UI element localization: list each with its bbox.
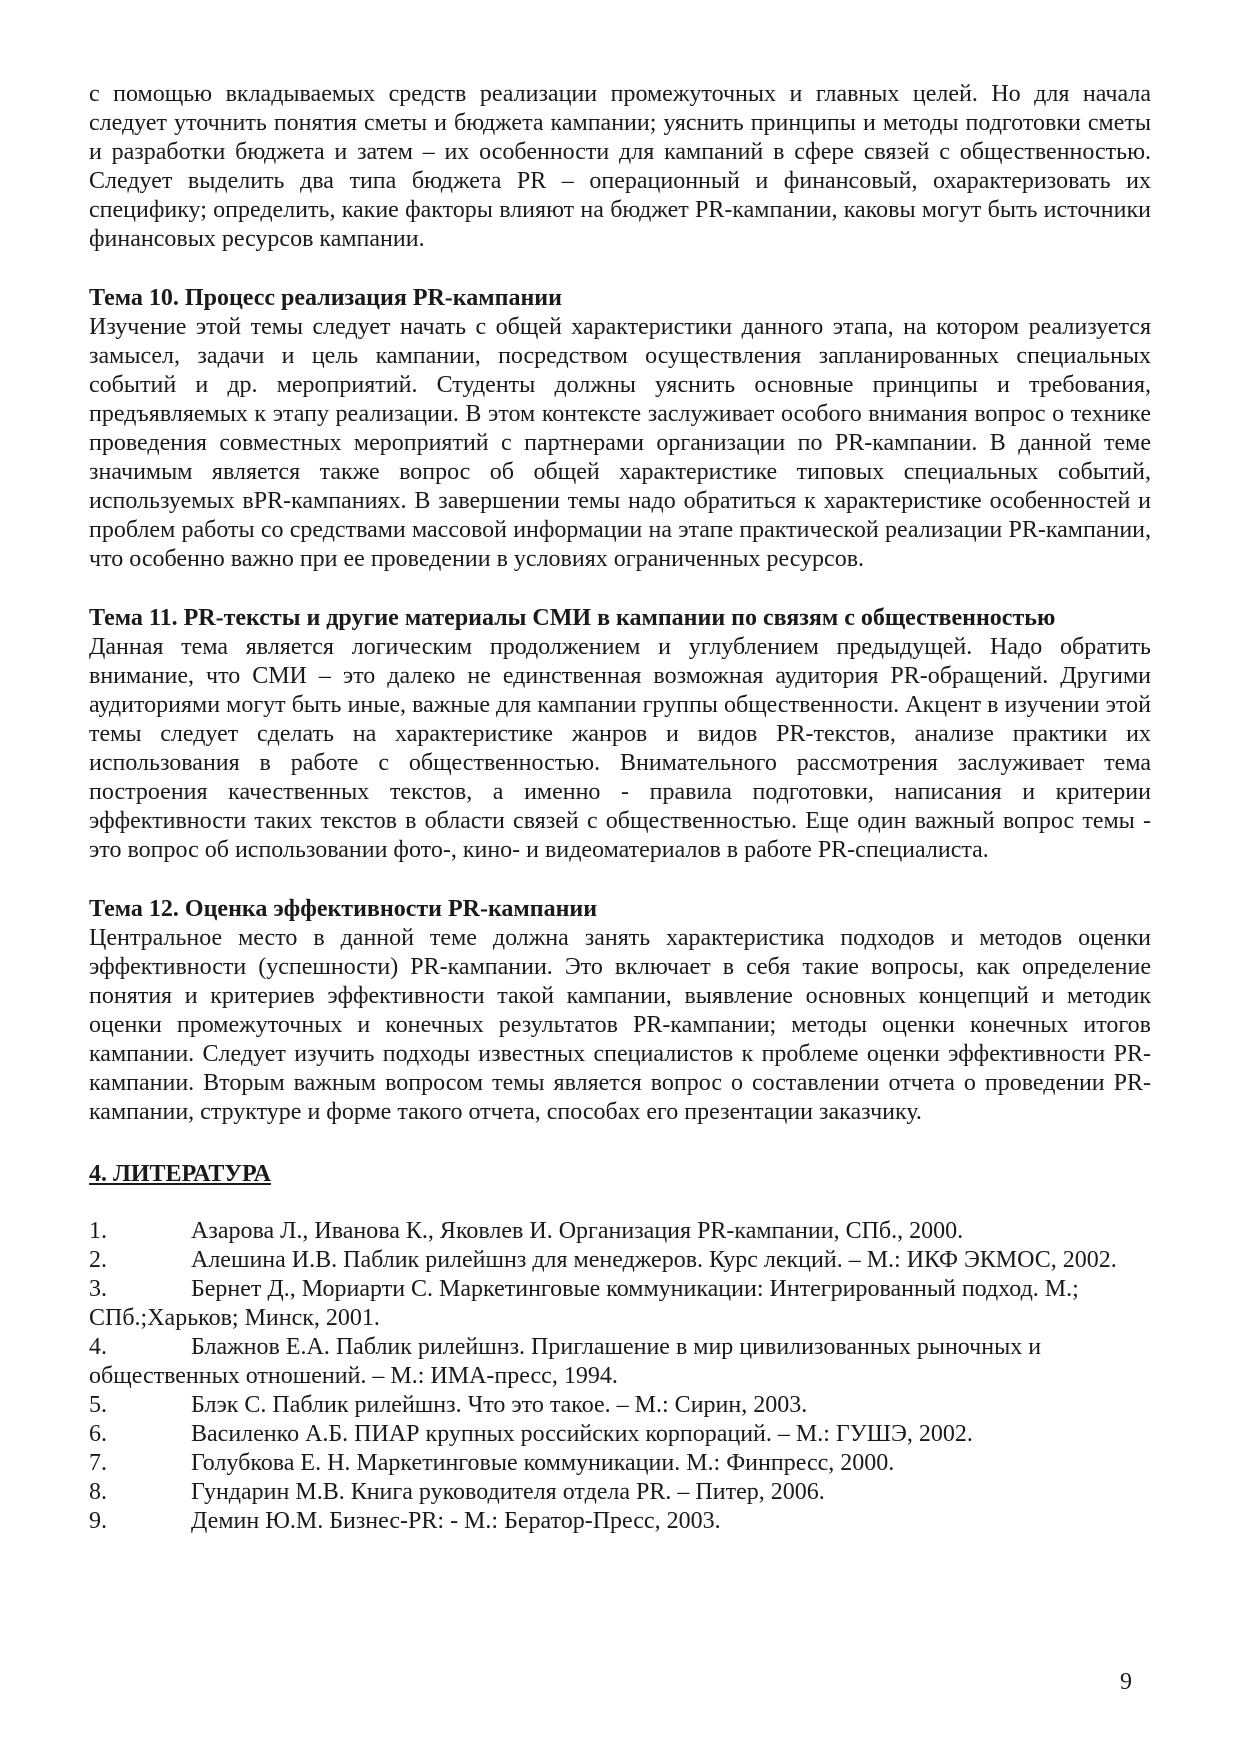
literature-item-text: Василенко А.Б. ПИАР крупных российских корпораций. – М.: ГУШЭ, 2002. [191, 1421, 973, 1447]
literature-list [89, 1217, 1151, 1536]
document-page [89, 80, 1151, 1536]
intro-paragraph: с помощью вкладываемых средств реализации промежуточных и главных целей. Но для начала следует уточнить понятия сметы и бюджета кампании; уяснить принципы и методы подготовки сметы и разработки бюджета и затем – их особенности для кампаний в сфере связей с общественностью. Следует выделить два типа бюджета PR – операционный и финансовый, охарактеризовать их специфику; определить, какие факторы влияют на бюджет PR-кампании, каковы могут быть источники финансовых ресурсов кампании. [89, 81, 1151, 252]
literature-item-text: Голубкова Е. Н. Маркетинговые коммуникации. М.: Финпресс, 2000. [191, 1450, 895, 1476]
literature-item [89, 1391, 1151, 1420]
literature-item-text: Гундарин М.В. Книга руководителя отдела PR. – Питер, 2006. [191, 1479, 825, 1505]
page-number: 9 [1120, 1669, 1132, 1695]
literature-item [89, 1449, 1151, 1478]
literature-item [89, 1478, 1151, 1507]
literature-item-number: 4. [89, 1334, 107, 1360]
literature-item-number: 1. [89, 1218, 107, 1244]
literature-item-number: 9. [89, 1508, 107, 1534]
literature-item [89, 1217, 1151, 1246]
topic-12 [89, 895, 1151, 1127]
literature-item [89, 1246, 1151, 1275]
topic-10 [89, 284, 1151, 574]
topic-10-text: Изучение этой темы следует начать с общей характеристики данного этапа, на котором реализуется замысел, задачи и цель кампании, посредством осуществления запланированных специальных событий и др. мероприятий. Студенты должны уяснить основные принципы и требования, предъявляемых к этапу реализации. В этом контексте заслуживает особого внимания вопрос о технике проведения совместных мероприятий с партнерами организации по PR-кампании. В данной теме значимым является также вопрос об общей характеристике типовых специальных событий, используемых вPR-кампаниях. В завершении темы надо обратиться к характеристике особенностей и проблем работы со средствами массовой информации на этапе практической реализации PR-кампании, что особенно важно при ее проведении в условиях ограниченных ресурсов. [89, 314, 1151, 572]
literature-item-text: Демин Ю.М. Бизнес-PR: - М.: Бератор-Пресс, 2003. [191, 1508, 721, 1534]
literature-item [89, 1420, 1151, 1449]
literature-heading: 4. ЛИТЕРАТУРА [89, 1161, 271, 1187]
literature-item [89, 1333, 1151, 1391]
literature-item [89, 1275, 1151, 1333]
topic-12-title: Тема 12. Оценка эффективности PR-кампании [89, 896, 598, 922]
literature-item-number: 8. [89, 1479, 107, 1505]
literature-item-text: Алешина И.В. Паблик рилейшнз для менеджеров. Курс лекций. – М.: ИКФ ЭКМОС, 2002. [191, 1247, 1117, 1273]
literature-item-text: Блэк С. Паблик рилейшнз. Что это такое. – М.: Сирин, 2003. [191, 1392, 808, 1418]
literature-item-text: Бернет Д., Мориарти С. Маркетинговые коммуникации: Интегрированный подход. М.; СПб.;Харьков; Минск, 2001. [89, 1276, 1079, 1331]
topic-11 [89, 604, 1151, 865]
literature-item-number: 6. [89, 1421, 107, 1447]
topic-11-title: Тема 11. PR-тексты и другие материалы СМИ в кампании по связям с общественностью [89, 605, 1056, 631]
literature-item-text: Блажнов Е.А. Паблик рилейшнз. Приглашение в мир цивилизованных рыночных и общественных отношений. – М.: ИМА-пресс, 1994. [89, 1334, 1042, 1389]
topic-11-text: Данная тема является логическим продолжением и углублением предыдущей. Надо обратить внимание, что СМИ – это далеко не единственная возможная аудитория PR-обращений. Другими аудиториями могут быть иные, важные для кампании группы общественности. Акцент в изучении этой темы следует сделать на характеристике жанров и видов PR-текстов, анализе практики их использования в работе с общественностью. Внимательного рассмотрения заслуживает тема построения качественных текстов, а именно - правила подготовки, написания и критерии эффективности таких текстов в области связей с общественностью. Еще один важный вопрос темы - это вопрос об использовании фото-, кино- и видеоматериалов в работе PR-специалиста. [89, 634, 1151, 863]
literature-item-text: Азарова Л., Иванова К., Яковлев И. Организация PR-кампании, СПб., 2000. [191, 1218, 964, 1244]
literature-item-number: 7. [89, 1450, 107, 1476]
literature-item [89, 1507, 1151, 1536]
topic-12-text: Центральное место в данной теме должна занять характеристика подходов и методов оценки эффективности (успешности) PR-кампании. Это включает в себя такие вопросы, как определение понятия и критериев эффективности такой кампании, выявление основных концепций и методик оценки промежуточных и конечных результатов PR-кампании; методы оценки конечных итогов кампании. Следует изучить подходы известных специалистов к проблеме оценки эффективности PR-кампании. Вторым важным вопросом темы является вопрос о составлении отчета о проведении PR-кампании, структуре и форме такого отчета, способах его презентации заказчику. [89, 925, 1151, 1125]
literature-item-number: 3. [89, 1276, 107, 1302]
topic-10-title: Тема 10. Процесс реализация PR-кампании [89, 285, 562, 311]
literature-item-number: 2. [89, 1247, 107, 1273]
literature-item-number: 5. [89, 1392, 107, 1418]
